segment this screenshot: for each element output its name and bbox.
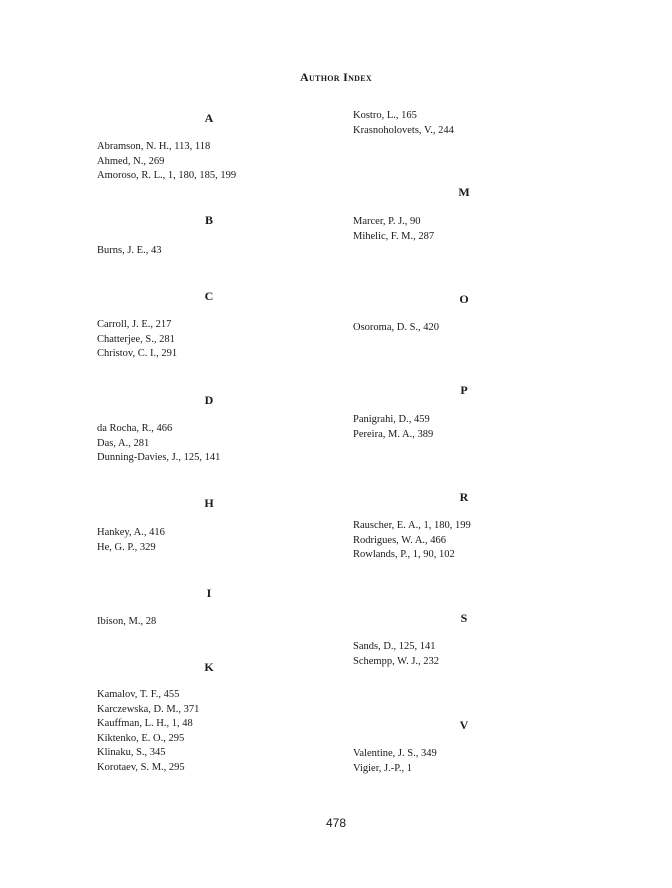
index-entry: Marcer, P. J., 90	[353, 216, 421, 227]
section-entries-v	[353, 747, 437, 776]
index-entry: Panigrahi, D., 459	[353, 414, 430, 425]
index-entry: Das, A., 281	[97, 437, 150, 449]
index-entry: da Rocha, R., 466	[97, 423, 173, 434]
index-entry: Ahmed, N., 269	[97, 155, 165, 167]
index-entry: Rowlands, P., 1, 90, 102	[353, 549, 455, 561]
index-entry: Carroll, J. E., 217	[97, 319, 172, 330]
index-entry: Kamalov, T. F., 455	[97, 689, 180, 700]
section-entries-c	[97, 318, 177, 362]
section-letter-i: I	[206, 586, 212, 600]
index-entry: Kauffman, L. H., 1, 48	[97, 718, 193, 730]
section-letter-b: B	[204, 213, 213, 227]
page-title: Author Index	[300, 70, 372, 84]
index-entry: Valentine, J. S., 349	[353, 748, 437, 759]
section-entries-b	[97, 244, 161, 259]
section-letter-c: C	[204, 289, 214, 303]
section-letter-o: O	[459, 292, 469, 306]
section-letter-a: A	[204, 111, 214, 125]
index-entry: Karczewska, D. M., 371	[97, 703, 200, 715]
index-entry: Klinaku, S., 345	[97, 747, 166, 759]
index-entry: Schempp, W. J., 232	[353, 655, 440, 667]
section-entries-s	[353, 640, 439, 669]
section-entries-r	[353, 519, 471, 563]
index-entry: Mihelic, F. M., 287	[353, 230, 435, 242]
section-entries-i	[97, 615, 156, 630]
index-entry: He, G. P., 329	[97, 541, 156, 553]
section-entries-k	[97, 688, 199, 776]
section-letter-s: S	[460, 611, 468, 625]
index-entry: Chatterjee, S., 281	[97, 333, 175, 345]
section-letter-k: K	[204, 660, 214, 674]
index-entry: Krasnoholovets, V., 244	[353, 124, 454, 136]
index-entry: Kostro, L., 165	[353, 110, 417, 121]
section-letter-v: V	[459, 718, 469, 732]
index-entry: Rauscher, E. A., 1, 180, 199	[353, 520, 471, 531]
index-entry: Kiktenko, E. O., 295	[97, 732, 185, 744]
section-entries-d	[97, 422, 220, 466]
section-entries-m	[353, 215, 434, 244]
index-entry: Korotaev, S. M., 295	[97, 761, 185, 773]
index-entry: Ibison, M., 28	[97, 616, 157, 627]
section-entries-p	[353, 413, 433, 442]
page-number: 478	[325, 816, 347, 830]
index-entry: Vigier, J.-P., 1	[353, 762, 413, 774]
index-entry: Burns, J. E., 43	[97, 245, 162, 256]
index-entry: Rodrigues, W. A., 466	[353, 534, 447, 546]
index-entry: Osoroma, D. S., 420	[353, 322, 440, 333]
index-entry: Hankey, A., 416	[97, 527, 165, 538]
section-letter-p: P	[460, 383, 468, 397]
index-entry: Christov, C. I., 291	[97, 348, 178, 360]
index-entry: Amoroso, R. L., 1, 180, 185, 199	[97, 170, 237, 182]
section-letter-d: D	[204, 393, 214, 407]
index-entry: Sands, D., 125, 141	[353, 641, 436, 652]
section-letter-r: R	[459, 490, 469, 504]
section-letter-m: M	[458, 185, 470, 199]
section-entries-o	[353, 321, 439, 336]
section-entries-a	[97, 140, 236, 184]
index-entry: Pereira, M. A., 389	[353, 428, 434, 440]
index-entry: Dunning-Davies, J., 125, 141	[97, 452, 221, 464]
section-entries-k-continued	[353, 109, 454, 138]
section-entries-h	[97, 526, 165, 555]
section-letter-h: H	[204, 496, 214, 510]
index-entry: Abramson, N. H., 113, 118	[97, 141, 211, 152]
